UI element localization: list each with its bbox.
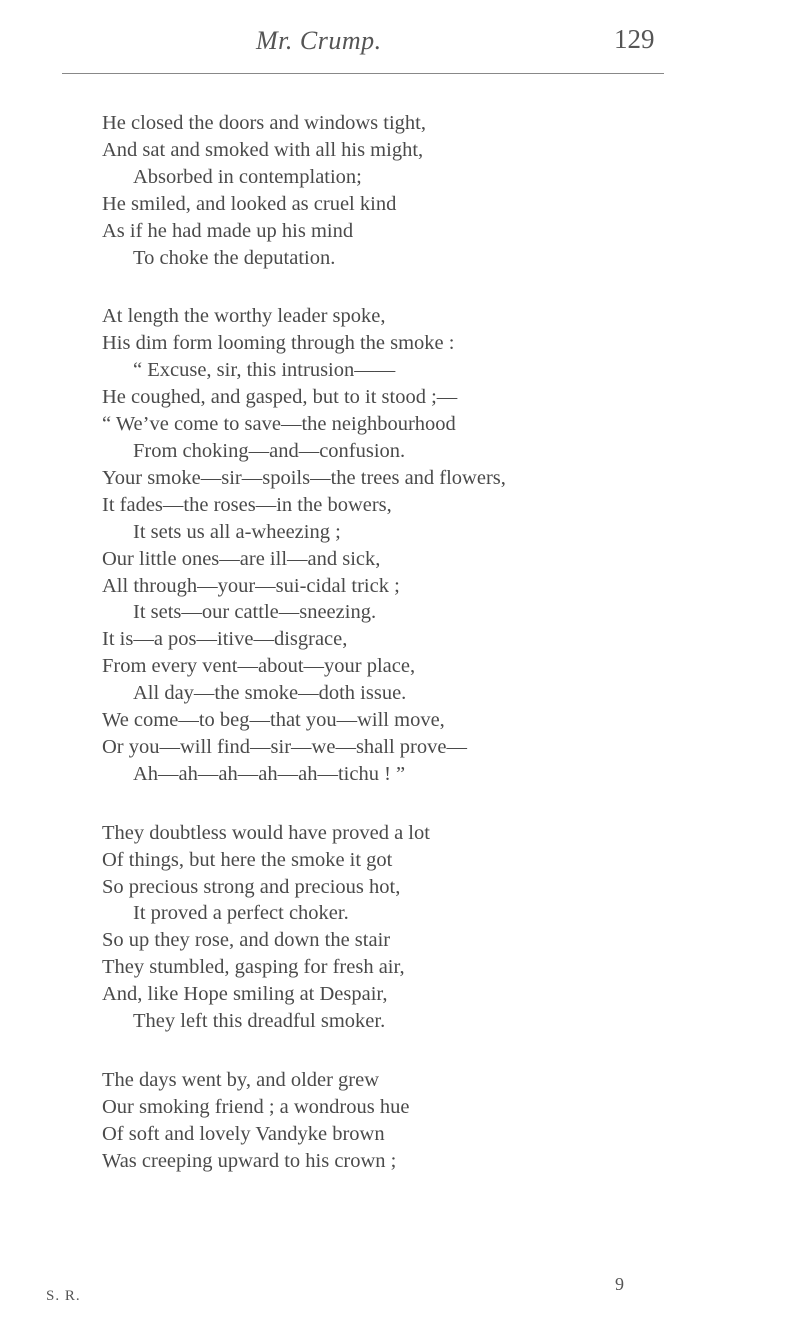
stanza xyxy=(0,110,800,271)
running-title: Mr. Crump. xyxy=(256,26,382,55)
poem-line: It sets us all a-wheezing ; xyxy=(133,520,341,543)
poem-line: Of things, but here the smoke it got xyxy=(102,848,393,871)
poem-line: To choke the deputation. xyxy=(133,246,336,269)
poem-line: As if he had made up his mind xyxy=(102,219,354,242)
poem-line: So precious strong and precious hot, xyxy=(102,875,401,898)
poem-line: Our little ones—are ill—and sick, xyxy=(102,547,381,570)
poem-line: It sets—our cattle—sneezing. xyxy=(133,601,377,624)
poem-line: They left this dreadful smoker. xyxy=(133,1010,386,1033)
poem-line: Our smoking friend ; a wondrous hue xyxy=(102,1095,410,1118)
poem-line: Ah—ah—ah—ah—ah—tichu ! ” xyxy=(133,762,406,785)
poem-line: Absorbed in contemplation; xyxy=(133,165,362,188)
poem-line: And, like Hope smiling at Despair, xyxy=(102,983,388,1006)
poem-line: He smiled, and looked as cruel kind xyxy=(102,192,397,215)
poem-line: His dim form looming through the smoke : xyxy=(102,332,455,355)
poem-line: They doubtless would have proved a lot xyxy=(102,821,430,844)
poem-line: From every vent—about—your place, xyxy=(102,655,416,678)
poem-line: Your smoke—sir—spoils—the trees and flowers, xyxy=(102,466,506,489)
running-head xyxy=(0,22,800,62)
stanza xyxy=(0,303,800,787)
header-rule xyxy=(62,73,664,74)
poem-line: We come—to beg—that you—will move, xyxy=(102,709,445,732)
poem-line: They stumbled, gasping for fresh air, xyxy=(102,956,405,979)
signature-mark: S. R. xyxy=(46,1288,81,1304)
poem-line: The days went by, and older grew xyxy=(102,1069,380,1091)
page-number: 129 xyxy=(614,24,655,54)
poem-line: From choking—and—confusion. xyxy=(133,439,406,462)
poem-line: It proved a perfect choker. xyxy=(133,902,349,925)
poem-line: “ Excuse, sir, this intrusion—— xyxy=(133,359,396,382)
poem-line: And sat and smoked with all his might, xyxy=(102,138,424,161)
poem-line: “ We’ve come to save—the neighbourhood xyxy=(102,413,456,436)
stanza xyxy=(0,820,800,1035)
poem-line: Was creeping upward to his crown ; xyxy=(102,1149,397,1172)
poem-line: He coughed, and gasped, but to it stood ;— xyxy=(102,386,458,409)
page-footer xyxy=(0,1274,800,1314)
poem-line: So up they rose, and down the stair xyxy=(102,929,391,952)
poem-line: Or you—will find—sir—we—shall prove— xyxy=(102,735,467,758)
poem-line: It is—a pos—itive—disgrace, xyxy=(102,628,348,651)
poem-line: All day—the smoke—doth issue. xyxy=(133,682,407,705)
poem-line: It fades—the roses—in the bowers, xyxy=(102,493,392,516)
signature-number: 9 xyxy=(615,1274,625,1294)
stanza xyxy=(0,1067,800,1175)
poem-line: At length the worthy leader spoke, xyxy=(102,305,386,328)
poem-line: All through—your—sui-cidal trick ; xyxy=(102,574,400,597)
poem-body xyxy=(0,110,800,1207)
poem-line: Of soft and lovely Vandyke brown xyxy=(102,1122,385,1145)
poem-line: He closed the doors and windows tight, xyxy=(102,112,426,134)
